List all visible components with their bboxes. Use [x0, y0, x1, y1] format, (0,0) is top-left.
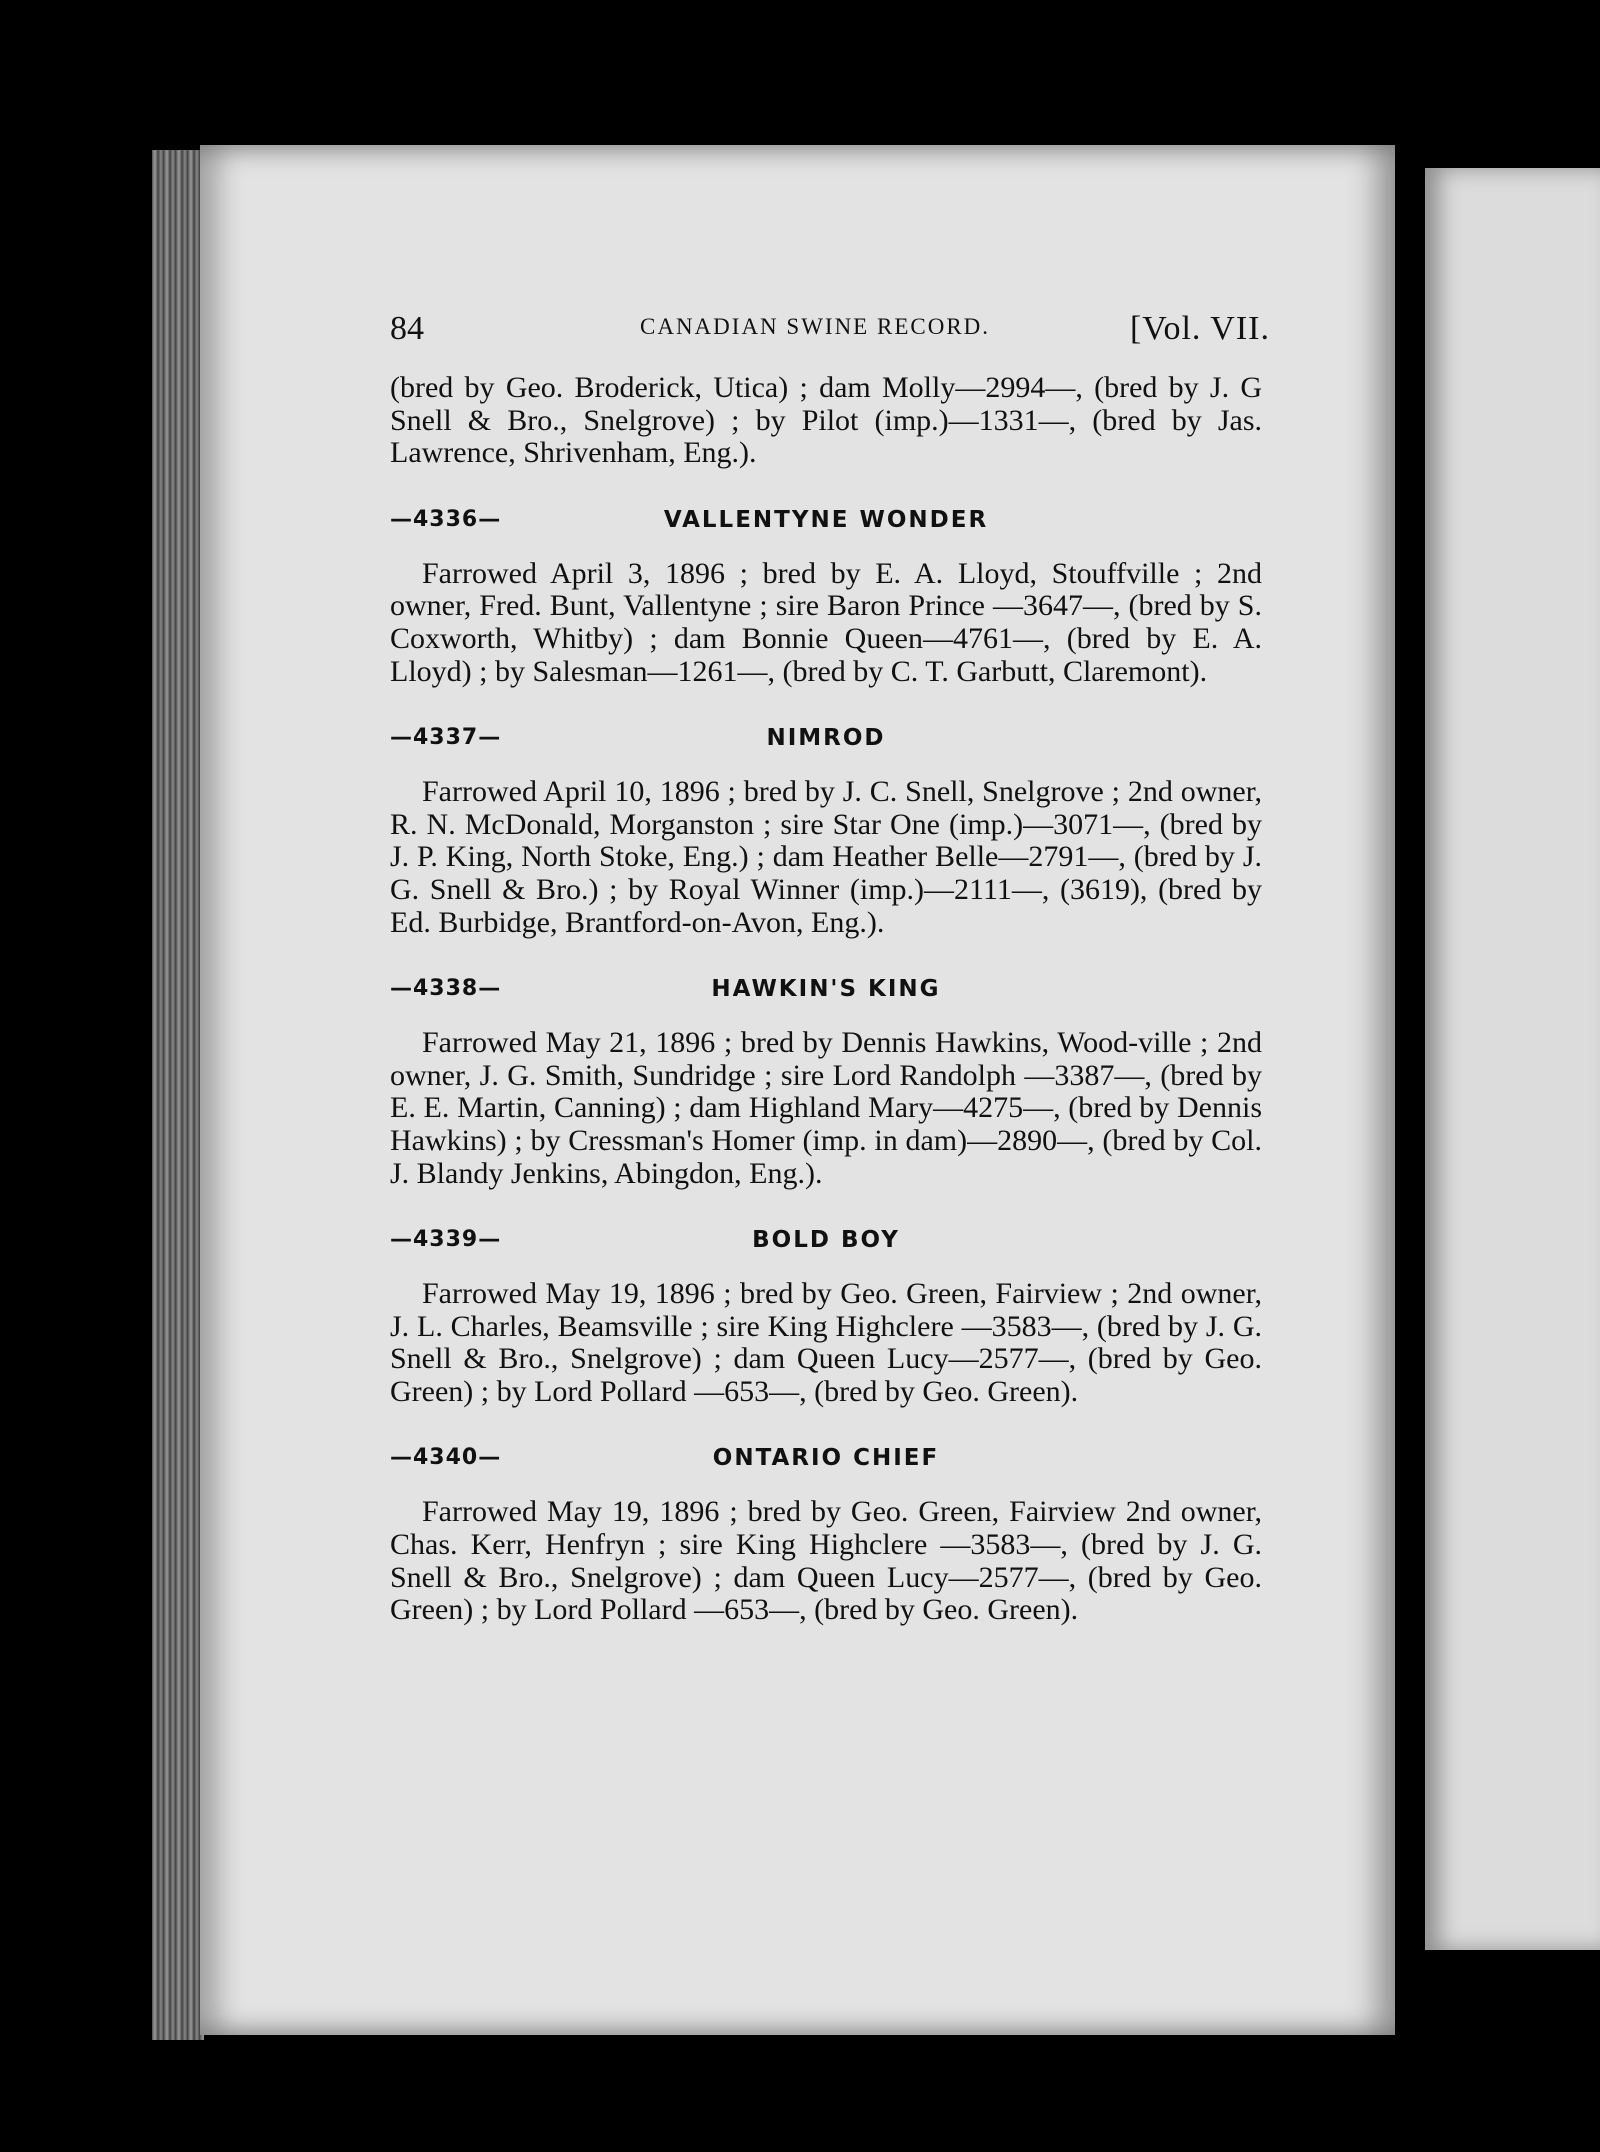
entry-heading	[390, 722, 1262, 754]
entry-heading	[390, 1442, 1262, 1474]
right-page	[1425, 168, 1600, 1950]
entry-name: NIMROD	[766, 725, 886, 752]
running-header	[390, 310, 1270, 354]
entry-name: ONTARIO CHIEF	[712, 1445, 940, 1472]
entry-text: Farrowed May 21, 1896 ; bred by Dennis Hawkins, Wood-ville ; 2nd owner, J. G. Smith, Sundridge ; sire Lord Randolph —3387—, (bred by E. E. Martin, Canning) ; dam Highland Mary—4275—, (bred by Dennis Hawkins) ; by Cressman's Homer (imp. in dam)—2890—, (bred by Col. J. Blandy Jenkins, Abingdon, Eng.).	[390, 1026, 1262, 1190]
entry-4339	[390, 1224, 1262, 1408]
entry-number: —4336—	[390, 506, 502, 532]
entry-name: BOLD BOY	[752, 1227, 900, 1254]
entry-4337	[390, 722, 1262, 939]
entry-heading	[390, 1224, 1262, 1256]
entry-text: Farrowed April 10, 1896 ; bred by J. C. Snell, Snelgrove ; 2nd owner, R. N. McDonald, Morganston ; sire Star One (imp.)—3071—, (bred by J. P. King, North Stoke, Eng.) ; dam Heather Belle—2791—, (bred by J. G. Snell & Bro.) ; by Royal Winner (imp.)—2111—, (3619), (bred by Ed. Burbidge, Brantford-on-Avon, Eng.).	[390, 775, 1262, 939]
entry-4340	[390, 1442, 1262, 1626]
entry-text: Farrowed May 19, 1896 ; bred by Geo. Green, Fairview ; 2nd owner, J. L. Charles, Beamsville ; sire King Highclere —3583—, (bred by J. G. Snell & Bro., Snelgrove) ; dam Queen Lucy—2577—, (bred by Geo. Green) ; by Lord Pollard —653—, (bred by Geo. Green).	[390, 1277, 1262, 1408]
continuation-paragraph: (bred by Geo. Broderick, Utica) ; dam Molly—2994—, (bred by J. G Snell & Bro., Snelgrove) ; by Pilot (imp.)—1331—, (bred by Jas. Lawrence, Shrivenham, Eng.).	[390, 371, 1262, 470]
entry-name: HAWKIN'S KING	[711, 976, 941, 1003]
main-text-column	[390, 372, 1262, 1627]
entry-number: —4339—	[390, 1227, 502, 1253]
entry-heading	[390, 504, 1262, 536]
entry-text: Farrowed April 3, 1896 ; bred by E. A. Lloyd, Stouffville ; 2nd owner, Fred. Bunt, Vallentyne ; sire Baron Prince —3647—, (bred by S. Coxworth, Whitby) ; dam Bonnie Queen—4761—, (bred by E. A. Lloyd) ; by Salesman—1261—, (bred by C. T. Garbutt, Claremont).	[390, 556, 1262, 688]
page-number: 84	[390, 310, 424, 347]
entry-number: —4337—	[390, 725, 502, 751]
entry-number: —4338—	[390, 976, 502, 1002]
entry-number: —4340—	[390, 1445, 502, 1471]
entry-4336	[390, 504, 1262, 688]
volume-label: [Vol. VII.	[1129, 310, 1270, 347]
running-title: CANADIAN SWINE RECORD.	[640, 314, 991, 339]
book-spine-edge	[152, 150, 204, 2040]
entry-heading	[390, 973, 1262, 1005]
entry-text: Farrowed May 19, 1896 ; bred by Geo. Green, Fairview 2nd owner, Chas. Kerr, Henfryn ; sire King Highclere —3583—, (bred by J. G. Snell & Bro., Snelgrove) ; dam Queen Lucy—2577—, (bred by Geo. Green) ; by Lord Pollard —653—, (bred by Geo. Green).	[390, 1495, 1262, 1627]
entry-name: VALLENTYNE WONDER	[663, 506, 989, 533]
entry-4338	[390, 973, 1262, 1190]
